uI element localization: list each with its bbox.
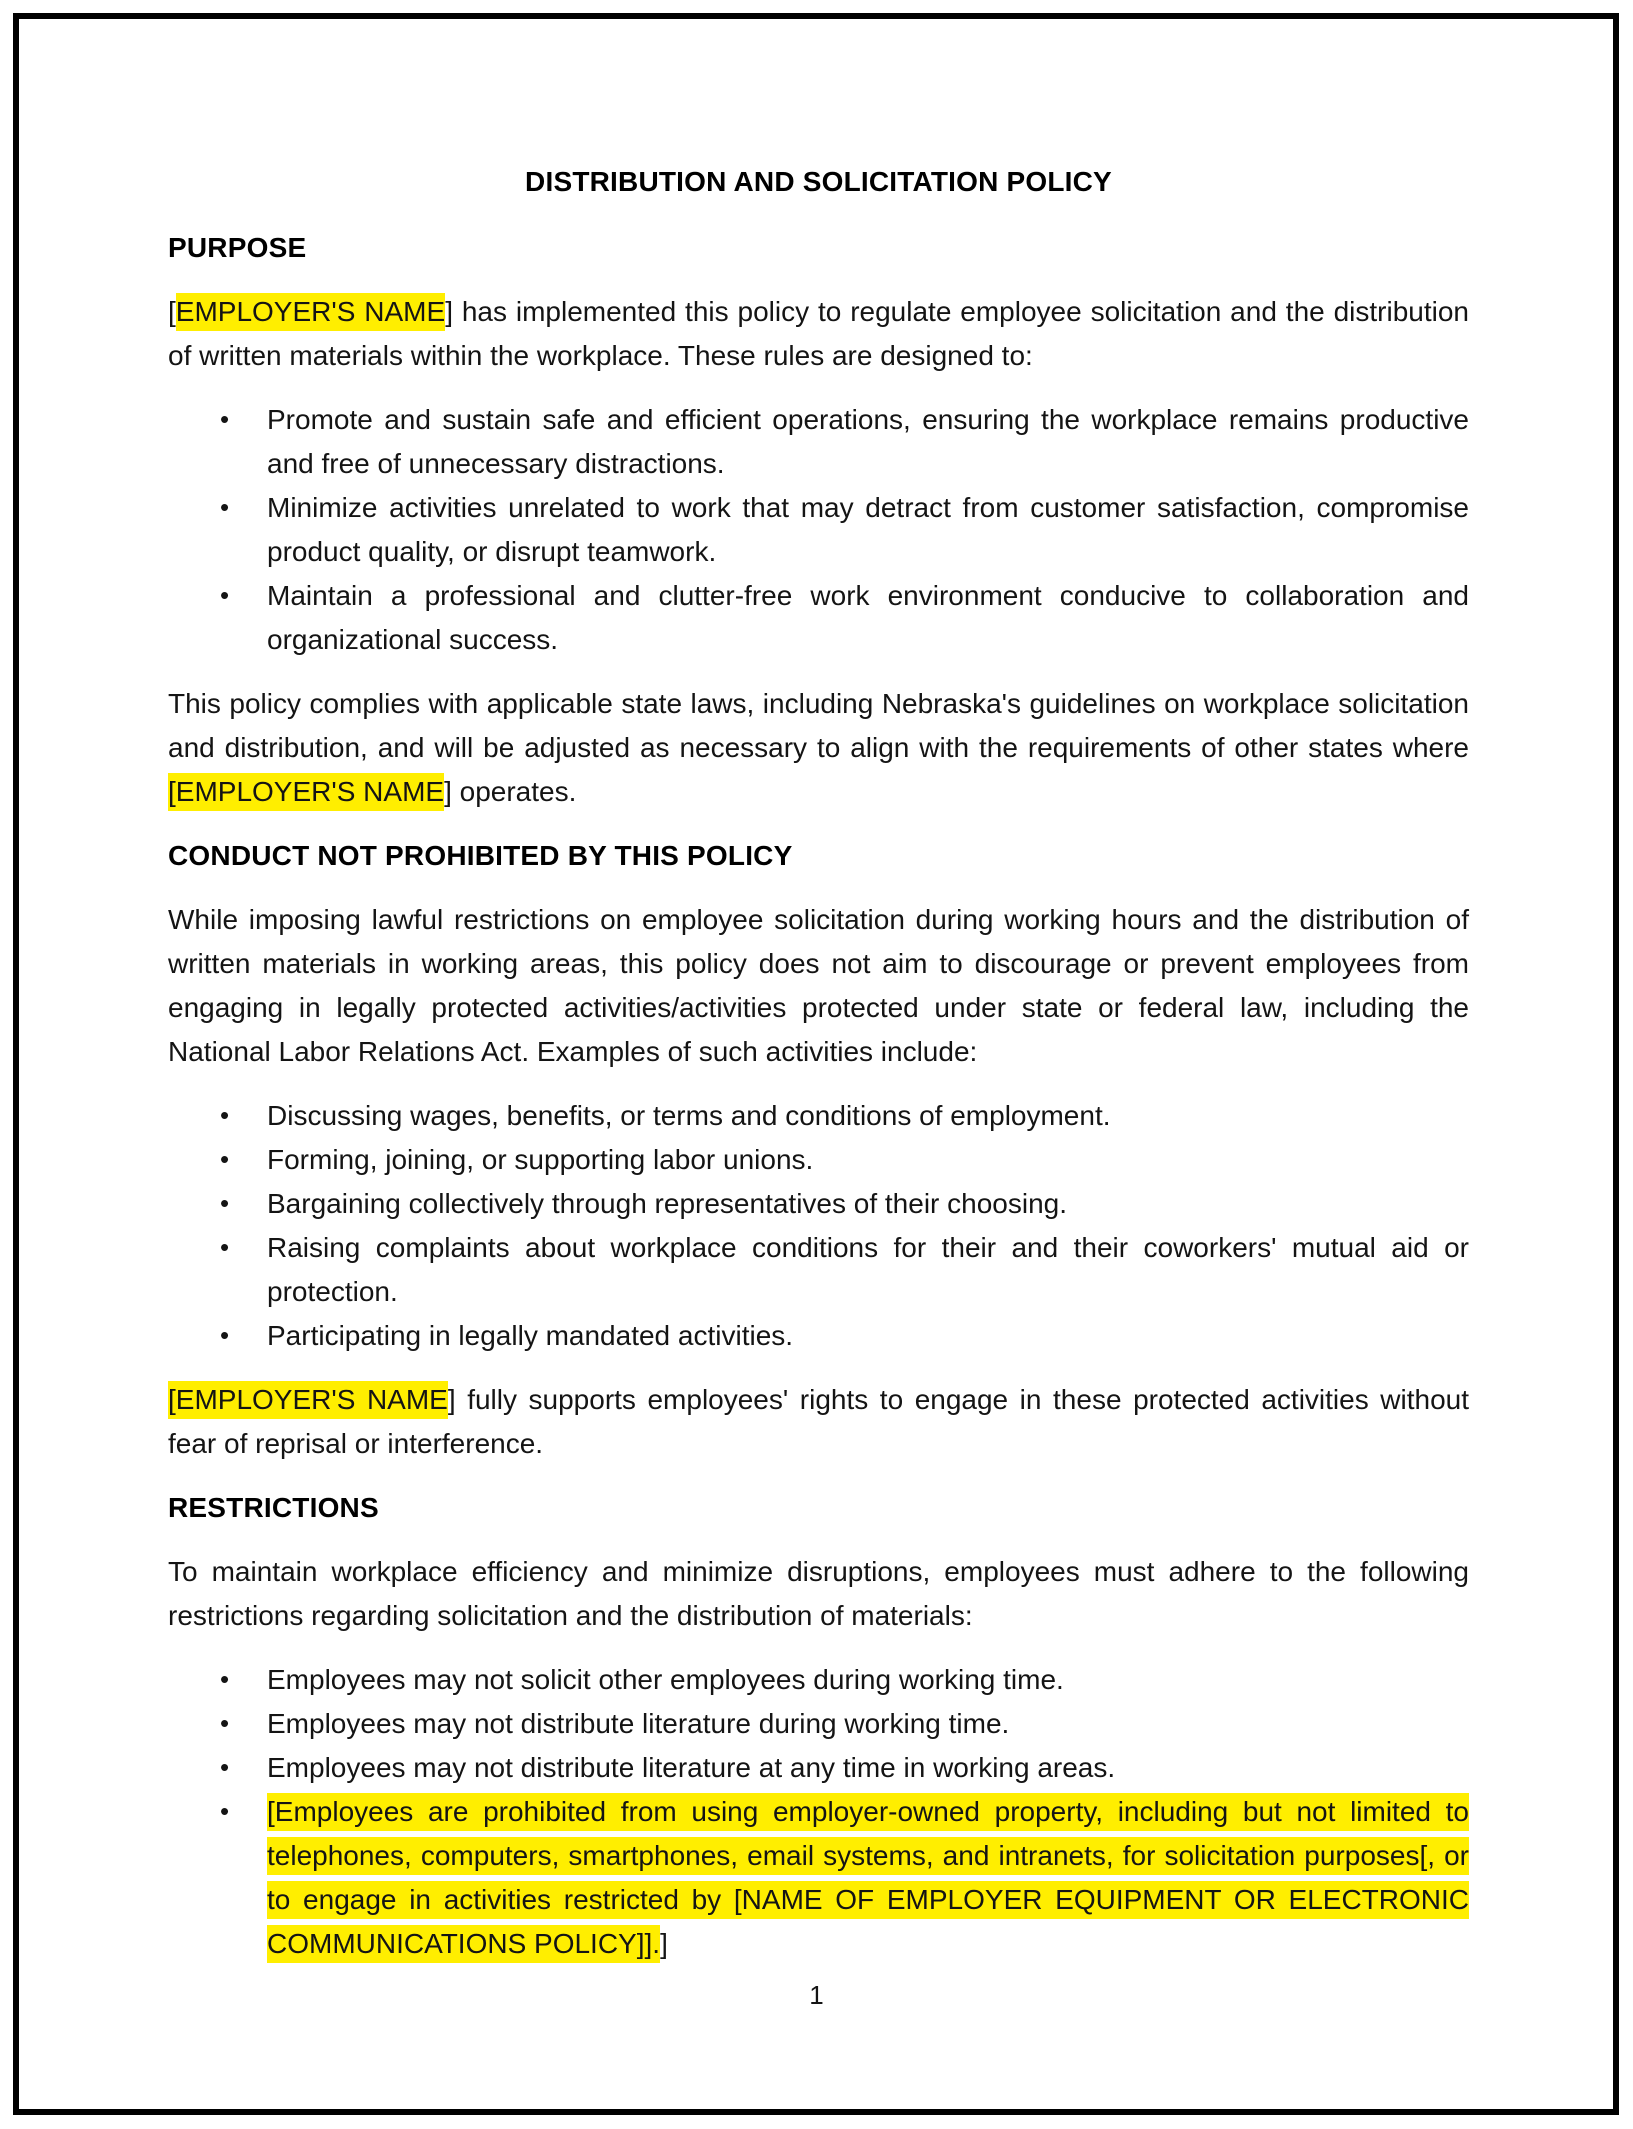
page-number: 1 [809, 1980, 824, 2010]
bullet-marker: • [220, 1100, 230, 1130]
text-run: To maintain workplace efficiency and minimize disruptions, employees must adhere to the following restrictions regarding solicitation and the distribution of materials: [168, 1556, 1469, 1631]
list-item [168, 574, 1469, 662]
paragraph [168, 290, 1469, 378]
section-heading-purpose: PURPOSE [168, 232, 307, 263]
page-title: DISTRIBUTION AND SOLICITATION POLICY [525, 166, 1112, 197]
bullet-marker: • [220, 1752, 230, 1782]
text-run: ] [660, 1928, 668, 1959]
bullet-marker: • [220, 404, 230, 434]
text-run: ] operates. [444, 776, 577, 807]
text-run: Employees may not solicit other employees during working time. [267, 1664, 1064, 1695]
text-run: Discussing wages, benefits, or terms and conditions of employment. [267, 1100, 1111, 1131]
text-run: Forming, joining, or supporting labor unions. [267, 1144, 814, 1175]
list-item [168, 1658, 1469, 1702]
document-body [168, 160, 1469, 1986]
bullet-list [168, 398, 1469, 662]
paragraph [168, 1550, 1469, 1638]
highlighted-text: [EMPLOYER'S NAME [168, 773, 444, 811]
list-item [168, 1094, 1469, 1138]
bullet-list [168, 1094, 1469, 1358]
bullet-marker: • [220, 1796, 230, 1826]
paragraph [168, 682, 1469, 814]
list-item [168, 1746, 1469, 1790]
text-run: Employees may not distribute literature during working time. [267, 1708, 1010, 1739]
text-run: Bargaining collectively through representatives of their choosing. [267, 1188, 1068, 1219]
text-run: ] has implemented this policy to regulate employee solicitation and the distribution of written materials within the workplace. These rules are designed to: [168, 296, 1469, 371]
list-item [168, 1314, 1469, 1358]
bullet-marker: • [220, 492, 230, 522]
document-blocks [168, 226, 1469, 1966]
list-item [168, 1790, 1469, 1966]
text-run: [ [168, 296, 176, 327]
paragraph [168, 1378, 1469, 1466]
text-run: Participating in legally mandated activities. [267, 1320, 794, 1351]
text-run: While imposing lawful restrictions on employee solicitation during working hours and the distribution of written materials in working areas, this policy does not aim to discourage or prevent employees from engaging in legally protected activities/activities protected under state or federal law, including the National Labor Relations Act. Examples of such activities include: [168, 904, 1469, 1067]
list-item [168, 1138, 1469, 1182]
highlighted-text: [EMPLOYER'S NAME [168, 1381, 448, 1419]
bullet-marker: • [220, 580, 230, 610]
text-run: This policy complies with applicable state laws, including Nebraska's guidelines on workplace solicitation and distribution, and will be adjusted as necessary to align with the requirements of other states where [168, 688, 1469, 763]
bullet-marker: • [220, 1144, 230, 1174]
text-run: Promote and sustain safe and efficient operations, ensuring the workplace remains productive and free of unnecessary distractions. [267, 404, 1469, 479]
paragraph [168, 898, 1469, 1074]
text-run: Raising complaints about workplace conditions for their and their coworkers' mutual aid or protection. [267, 1232, 1469, 1307]
bullet-marker: • [220, 1320, 230, 1350]
list-item [168, 1226, 1469, 1314]
bullet-marker: • [220, 1188, 230, 1218]
text-run: Minimize activities unrelated to work that may detract from customer satisfaction, compromise product quality, or disrupt teamwork. [267, 492, 1469, 567]
section-heading-restrictions: RESTRICTIONS [168, 1492, 379, 1523]
section-heading-conduct: CONDUCT NOT PROHIBITED BY THIS POLICY [168, 840, 793, 871]
list-item [168, 486, 1469, 574]
bullet-marker: • [220, 1232, 230, 1262]
list-item [168, 1182, 1469, 1226]
bullet-list [168, 1658, 1469, 1966]
bullet-marker: • [220, 1664, 230, 1694]
list-item [168, 398, 1469, 486]
list-item [168, 1702, 1469, 1746]
text-run: Maintain a professional and clutter-free work environment conducive to collaboration and organizational success. [267, 580, 1469, 655]
bullet-marker: • [220, 1708, 230, 1738]
highlighted-text: [Employees are prohibited from using employer-owned property, including but not limited to telephones, computers, smartphones, email systems, and intranets, for solicitation purposes[, or to engage in activities restricted by [NAME OF EMPLOYER EQUIPMENT OR ELECTRONIC COMMUNICATIONS POLICY]]. [267, 1793, 1469, 1963]
text-run: ] fully supports employees' rights to engage in these protected activities without fear of reprisal or interference. [168, 1384, 1469, 1459]
text-run: Employees may not distribute literature at any time in working areas. [267, 1752, 1116, 1783]
highlighted-text: EMPLOYER'S NAME [176, 293, 445, 331]
